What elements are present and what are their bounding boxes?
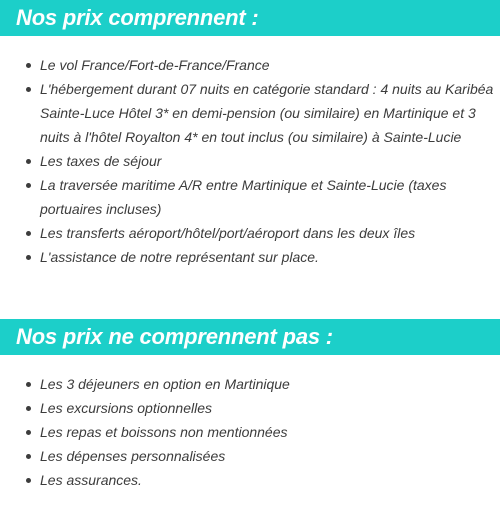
list-item-text: Le vol France/Fort-de-France/France bbox=[40, 57, 270, 73]
list-item-text: L'assistance de notre représentant sur place. bbox=[40, 249, 319, 265]
included-section-header bbox=[0, 0, 500, 36]
list-item bbox=[0, 149, 500, 173]
list-item bbox=[0, 77, 500, 149]
excluded-section-title: Nos prix ne comprennent pas : bbox=[16, 324, 333, 349]
list-item-text: Les 3 déjeuners en option en Martinique bbox=[40, 376, 290, 392]
bullet-icon bbox=[26, 478, 31, 483]
bullet-icon bbox=[26, 231, 31, 236]
list-item-text: Les repas et boissons non mentionnées bbox=[40, 424, 288, 440]
list-item bbox=[0, 468, 500, 492]
bullet-icon bbox=[26, 183, 31, 188]
list-item bbox=[0, 221, 500, 245]
bullet-icon bbox=[26, 454, 31, 459]
excluded-section-header bbox=[0, 319, 500, 355]
list-item-text: Les assurances. bbox=[40, 472, 142, 488]
bullet-icon bbox=[26, 255, 31, 260]
list-item-text: Les excursions optionnelles bbox=[40, 400, 212, 416]
bullet-icon bbox=[26, 87, 31, 92]
bullet-icon bbox=[26, 382, 31, 387]
list-item bbox=[0, 372, 500, 396]
bullet-icon bbox=[26, 159, 31, 164]
list-item bbox=[0, 53, 500, 77]
list-item bbox=[0, 420, 500, 444]
included-list bbox=[0, 53, 500, 269]
excluded-list bbox=[0, 372, 500, 492]
list-item-text: Les dépenses personnalisées bbox=[40, 448, 226, 464]
list-item-text: Les taxes de séjour bbox=[40, 153, 162, 169]
list-item-text: L'hébergement durant 07 nuits en catégorie standard : 4 nuits au Karibéa Sainte-Luce Hôtel 3* en demi-pension (ou similaire) en Martinique et 3 nuits à l'hôtel Royalton 4* en tout inclus (ou similaire) à Sainte-Lucie bbox=[40, 81, 494, 145]
list-item-text: La traversée maritime A/R entre Martinique et Sainte-Lucie (taxes portuaires incluses) bbox=[40, 177, 447, 217]
bullet-icon bbox=[26, 63, 31, 68]
list-item bbox=[0, 245, 500, 269]
list-item-text: Les transferts aéroport/hôtel/port/aéroport dans les deux îles bbox=[40, 225, 416, 241]
bullet-icon bbox=[26, 430, 31, 435]
included-section-title: Nos prix comprennent : bbox=[16, 5, 259, 30]
list-item bbox=[0, 396, 500, 420]
list-item bbox=[0, 444, 500, 468]
bullet-icon bbox=[26, 406, 31, 411]
list-item bbox=[0, 173, 500, 221]
